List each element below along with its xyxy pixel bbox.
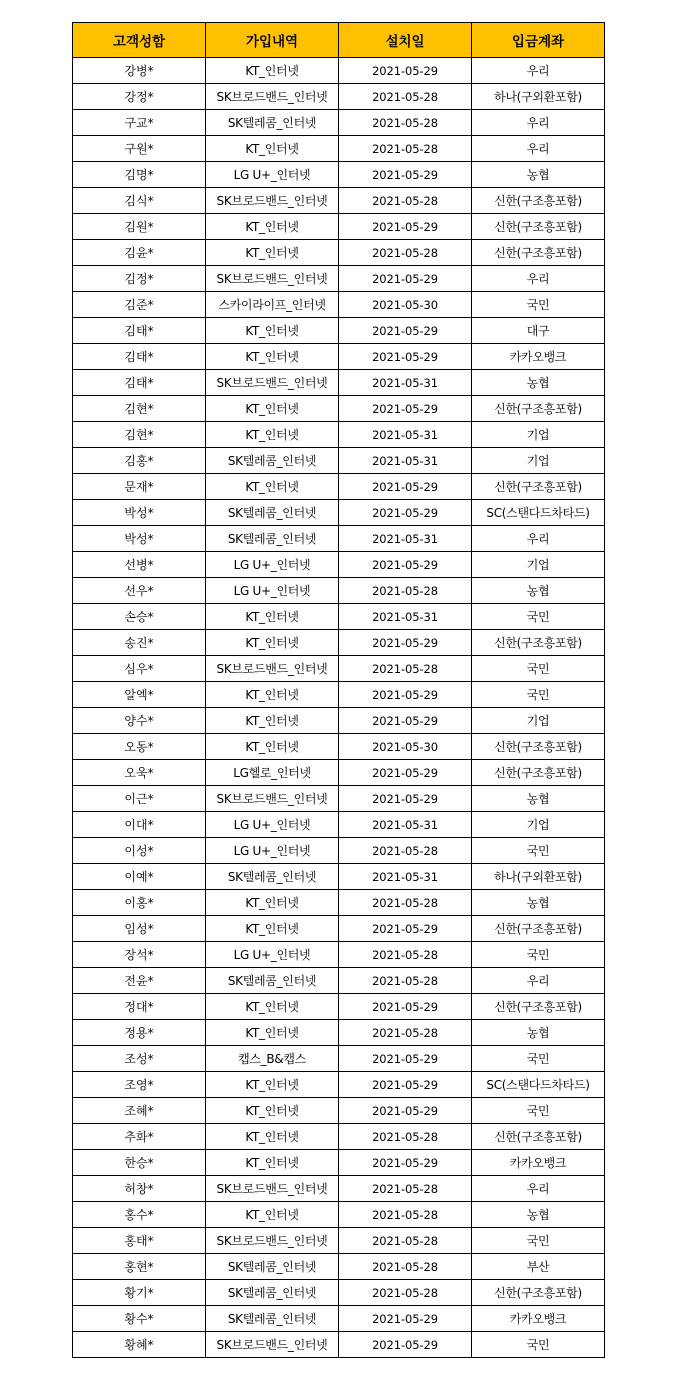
install-date-cell: 2021-05-29 xyxy=(339,1150,472,1176)
customer-name-cell: 이예* xyxy=(73,864,206,890)
deposit-bank-cell: 우리 xyxy=(472,58,605,84)
table-row xyxy=(73,578,605,604)
install-date-cell: 2021-05-29 xyxy=(339,708,472,734)
install-date-cell: 2021-05-28 xyxy=(339,838,472,864)
service-cell: SK텔레콤_인터넷 xyxy=(206,448,339,474)
table-header xyxy=(73,23,605,58)
service-cell: KT_인터넷 xyxy=(206,1202,339,1228)
service-cell: LG U+_인터넷 xyxy=(206,578,339,604)
deposit-bank-cell: 신한(구조흥포함) xyxy=(472,760,605,786)
customer-name-cell: 김정* xyxy=(73,266,206,292)
install-date-cell: 2021-05-29 xyxy=(339,1332,472,1358)
service-cell: LG U+_인터넷 xyxy=(206,812,339,838)
install-date-cell: 2021-05-29 xyxy=(339,786,472,812)
customer-name-cell: 김홍* xyxy=(73,448,206,474)
customer-name-cell: 홍태* xyxy=(73,1228,206,1254)
install-date-cell: 2021-05-31 xyxy=(339,448,472,474)
deposit-bank-cell: 우리 xyxy=(472,266,605,292)
table-row xyxy=(73,1020,605,1046)
customer-name-cell: 조성* xyxy=(73,1046,206,1072)
table-row xyxy=(73,916,605,942)
service-cell: KT_인터넷 xyxy=(206,682,339,708)
deposit-bank-cell: 하나(구외환포함) xyxy=(472,864,605,890)
service-cell: LG U+_인터넷 xyxy=(206,162,339,188)
table-row xyxy=(73,786,605,812)
install-date-cell: 2021-05-31 xyxy=(339,864,472,890)
service-cell: KT_인터넷 xyxy=(206,318,339,344)
deposit-bank-cell: 신한(구조흥포함) xyxy=(472,240,605,266)
customer-name-cell: 박성* xyxy=(73,500,206,526)
deposit-bank-cell: 신한(구조흥포함) xyxy=(472,734,605,760)
install-date-cell: 2021-05-29 xyxy=(339,1098,472,1124)
table-row xyxy=(73,552,605,578)
table-row xyxy=(73,1098,605,1124)
table-row xyxy=(73,812,605,838)
customer-name-cell: 홍현* xyxy=(73,1254,206,1280)
customer-name-cell: 오욱* xyxy=(73,760,206,786)
deposit-bank-cell: 신한(구조흥포함) xyxy=(472,396,605,422)
install-date-cell: 2021-05-28 xyxy=(339,136,472,162)
service-cell: SK브로드밴드_인터넷 xyxy=(206,370,339,396)
deposit-bank-cell: 국민 xyxy=(472,292,605,318)
deposit-bank-cell: 국민 xyxy=(472,1098,605,1124)
service-cell: KT_인터넷 xyxy=(206,214,339,240)
customer-name-cell: 심우* xyxy=(73,656,206,682)
table-row xyxy=(73,162,605,188)
deposit-bank-cell: 우리 xyxy=(472,968,605,994)
service-cell: SK브로드밴드_인터넷 xyxy=(206,188,339,214)
customer-name-cell: 황혜* xyxy=(73,1332,206,1358)
table-body xyxy=(73,58,605,1358)
table-row xyxy=(73,1072,605,1098)
customer-name-cell: 알엑* xyxy=(73,682,206,708)
table-row xyxy=(73,292,605,318)
customer-name-cell: 정용* xyxy=(73,1020,206,1046)
service-cell: SK브로드밴드_인터넷 xyxy=(206,84,339,110)
table-row xyxy=(73,188,605,214)
customer-name-cell: 추화* xyxy=(73,1124,206,1150)
service-cell: 캡스_B&캡스 xyxy=(206,1046,339,1072)
deposit-bank-cell: 우리 xyxy=(472,136,605,162)
table-row xyxy=(73,1046,605,1072)
install-date-cell: 2021-05-29 xyxy=(339,682,472,708)
customer-name-cell: 이대* xyxy=(73,812,206,838)
deposit-bank-cell: 국민 xyxy=(472,838,605,864)
install-date-cell: 2021-05-30 xyxy=(339,734,472,760)
install-date-cell: 2021-05-29 xyxy=(339,500,472,526)
service-cell: SK텔레콤_인터넷 xyxy=(206,1280,339,1306)
service-cell: KT_인터넷 xyxy=(206,604,339,630)
table-row xyxy=(73,1332,605,1358)
customer-name-cell: 선우* xyxy=(73,578,206,604)
service-cell: SK브로드밴드_인터넷 xyxy=(206,786,339,812)
table-row xyxy=(73,344,605,370)
customer-name-cell: 강병* xyxy=(73,58,206,84)
install-date-cell: 2021-05-29 xyxy=(339,344,472,370)
deposit-bank-cell: 신한(구조흥포함) xyxy=(472,916,605,942)
service-cell: KT_인터넷 xyxy=(206,1150,339,1176)
service-cell: LG U+_인터넷 xyxy=(206,942,339,968)
customer-name-cell: 박성* xyxy=(73,526,206,552)
service-cell: KT_인터넷 xyxy=(206,734,339,760)
install-date-cell: 2021-05-30 xyxy=(339,292,472,318)
install-date-cell: 2021-05-29 xyxy=(339,266,472,292)
table-row xyxy=(73,214,605,240)
customer-name-cell: 장석* xyxy=(73,942,206,968)
service-cell: SK브로드밴드_인터넷 xyxy=(206,1228,339,1254)
service-cell: KT_인터넷 xyxy=(206,916,339,942)
service-cell: SK브로드밴드_인터넷 xyxy=(206,1332,339,1358)
install-date-cell: 2021-05-29 xyxy=(339,1072,472,1098)
install-date-cell: 2021-05-28 xyxy=(339,1176,472,1202)
deposit-bank-cell: 우리 xyxy=(472,526,605,552)
table-row xyxy=(73,864,605,890)
table-row xyxy=(73,604,605,630)
table-row xyxy=(73,1280,605,1306)
customer-name-cell: 김명* xyxy=(73,162,206,188)
install-date-cell: 2021-05-28 xyxy=(339,1228,472,1254)
service-cell: SK텔레콤_인터넷 xyxy=(206,1254,339,1280)
install-date-cell: 2021-05-31 xyxy=(339,812,472,838)
table-row xyxy=(73,994,605,1020)
deposit-bank-cell: 신한(구조흥포함) xyxy=(472,1124,605,1150)
service-cell: SK텔레콤_인터넷 xyxy=(206,500,339,526)
customer-name-cell: 김식* xyxy=(73,188,206,214)
service-cell: KT_인터넷 xyxy=(206,890,339,916)
service-cell: KT_인터넷 xyxy=(206,136,339,162)
customer-name-cell: 김원* xyxy=(73,214,206,240)
install-date-cell: 2021-05-31 xyxy=(339,370,472,396)
customer-name-cell: 문재* xyxy=(73,474,206,500)
table-row xyxy=(73,318,605,344)
install-date-cell: 2021-05-28 xyxy=(339,1020,472,1046)
table-row xyxy=(73,526,605,552)
install-date-cell: 2021-05-28 xyxy=(339,942,472,968)
deposit-bank-cell: 농협 xyxy=(472,370,605,396)
deposit-bank-cell: 국민 xyxy=(472,1332,605,1358)
table-row xyxy=(73,630,605,656)
install-date-cell: 2021-05-28 xyxy=(339,1254,472,1280)
deposit-bank-cell: 부산 xyxy=(472,1254,605,1280)
customer-name-cell: 양수* xyxy=(73,708,206,734)
table-row xyxy=(73,266,605,292)
install-date-cell: 2021-05-29 xyxy=(339,630,472,656)
customer-name-cell: 구원* xyxy=(73,136,206,162)
deposit-bank-cell: 국민 xyxy=(472,656,605,682)
service-cell: KT_인터넷 xyxy=(206,474,339,500)
service-cell: SK텔레콤_인터넷 xyxy=(206,864,339,890)
table-row xyxy=(73,84,605,110)
deposit-bank-cell: 신한(구조흥포함) xyxy=(472,630,605,656)
table-row xyxy=(73,942,605,968)
install-date-cell: 2021-05-28 xyxy=(339,1124,472,1150)
deposit-bank-cell: SC(스탠다드차타드) xyxy=(472,1072,605,1098)
install-date-cell: 2021-05-28 xyxy=(339,110,472,136)
install-date-cell: 2021-05-29 xyxy=(339,474,472,500)
install-date-cell: 2021-05-28 xyxy=(339,968,472,994)
customer-name-cell: 홍수* xyxy=(73,1202,206,1228)
service-cell: KT_인터넷 xyxy=(206,994,339,1020)
install-date-cell: 2021-05-28 xyxy=(339,890,472,916)
table-row xyxy=(73,422,605,448)
table-row xyxy=(73,734,605,760)
table-row xyxy=(73,682,605,708)
deposit-bank-cell: 카카오뱅크 xyxy=(472,1306,605,1332)
customer-name-cell: 손승* xyxy=(73,604,206,630)
install-date-cell: 2021-05-28 xyxy=(339,240,472,266)
table-row xyxy=(73,1254,605,1280)
install-date-cell: 2021-05-29 xyxy=(339,318,472,344)
table-row xyxy=(73,110,605,136)
deposit-bank-cell: 기업 xyxy=(472,552,605,578)
deposit-bank-cell: 카카오뱅크 xyxy=(472,1150,605,1176)
deposit-bank-cell: 기업 xyxy=(472,708,605,734)
service-cell: KT_인터넷 xyxy=(206,708,339,734)
deposit-bank-cell: 우리 xyxy=(472,110,605,136)
deposit-bank-cell: 하나(구외환포함) xyxy=(472,84,605,110)
service-cell: KT_인터넷 xyxy=(206,396,339,422)
table-row xyxy=(73,708,605,734)
header-service: 가입내역 xyxy=(206,23,339,58)
install-date-cell: 2021-05-29 xyxy=(339,916,472,942)
service-cell: LG U+_인터넷 xyxy=(206,552,339,578)
install-date-cell: 2021-05-29 xyxy=(339,552,472,578)
header-customer-name: 고객성함 xyxy=(73,23,206,58)
deposit-bank-cell: 대구 xyxy=(472,318,605,344)
install-date-cell: 2021-05-28 xyxy=(339,188,472,214)
table-row xyxy=(73,760,605,786)
customer-name-cell: 한승* xyxy=(73,1150,206,1176)
service-cell: LG U+_인터넷 xyxy=(206,838,339,864)
deposit-bank-cell: 농협 xyxy=(472,1020,605,1046)
deposit-bank-cell: 국민 xyxy=(472,1046,605,1072)
table-row xyxy=(73,1228,605,1254)
service-cell: SK브로드밴드_인터넷 xyxy=(206,656,339,682)
table-row xyxy=(73,396,605,422)
customer-name-cell: 전윤* xyxy=(73,968,206,994)
table-row xyxy=(73,448,605,474)
deposit-bank-cell: 국민 xyxy=(472,1228,605,1254)
customer-name-cell: 김태* xyxy=(73,370,206,396)
deposit-bank-cell: 국민 xyxy=(472,604,605,630)
customer-name-cell: 정대* xyxy=(73,994,206,1020)
install-date-cell: 2021-05-31 xyxy=(339,604,472,630)
install-date-cell: 2021-05-31 xyxy=(339,526,472,552)
install-date-cell: 2021-05-31 xyxy=(339,422,472,448)
install-date-cell: 2021-05-28 xyxy=(339,84,472,110)
install-date-cell: 2021-05-28 xyxy=(339,1202,472,1228)
service-cell: KT_인터넷 xyxy=(206,1124,339,1150)
deposit-bank-cell: 농협 xyxy=(472,890,605,916)
customer-name-cell: 김윤* xyxy=(73,240,206,266)
customer-name-cell: 구교* xyxy=(73,110,206,136)
service-cell: KT_인터넷 xyxy=(206,344,339,370)
deposit-bank-cell: 신한(구조흥포함) xyxy=(472,214,605,240)
table-row xyxy=(73,838,605,864)
install-date-cell: 2021-05-29 xyxy=(339,162,472,188)
table-row xyxy=(73,1306,605,1332)
table-row xyxy=(73,1150,605,1176)
installation-table-sheet xyxy=(72,22,604,1358)
service-cell: SK텔레콤_인터넷 xyxy=(206,526,339,552)
table-row xyxy=(73,656,605,682)
service-cell: SK텔레콤_인터넷 xyxy=(206,968,339,994)
customer-name-cell: 허창* xyxy=(73,1176,206,1202)
service-cell: KT_인터넷 xyxy=(206,58,339,84)
table-row xyxy=(73,136,605,162)
install-date-cell: 2021-05-28 xyxy=(339,1280,472,1306)
service-cell: LG헬로_인터넷 xyxy=(206,760,339,786)
service-cell: KT_인터넷 xyxy=(206,240,339,266)
table-row xyxy=(73,1124,605,1150)
service-cell: SK텔레콤_인터넷 xyxy=(206,110,339,136)
table-row xyxy=(73,58,605,84)
customer-name-cell: 송진* xyxy=(73,630,206,656)
service-cell: SK텔레콤_인터넷 xyxy=(206,1306,339,1332)
service-cell: SK브로드밴드_인터넷 xyxy=(206,266,339,292)
deposit-bank-cell: 신한(구조흥포함) xyxy=(472,188,605,214)
table-row xyxy=(73,474,605,500)
table-row xyxy=(73,1202,605,1228)
table-row xyxy=(73,370,605,396)
header-row xyxy=(73,23,605,58)
customer-name-cell: 김준* xyxy=(73,292,206,318)
install-date-cell: 2021-05-28 xyxy=(339,578,472,604)
customer-name-cell: 조영* xyxy=(73,1072,206,1098)
customer-name-cell: 김태* xyxy=(73,318,206,344)
deposit-bank-cell: 기업 xyxy=(472,812,605,838)
customer-name-cell: 김현* xyxy=(73,396,206,422)
table-row xyxy=(73,890,605,916)
service-cell: 스카이라이프_인터넷 xyxy=(206,292,339,318)
deposit-bank-cell: 신한(구조흥포함) xyxy=(472,1280,605,1306)
deposit-bank-cell: 농협 xyxy=(472,786,605,812)
deposit-bank-cell: 기업 xyxy=(472,422,605,448)
table-row xyxy=(73,240,605,266)
table-row xyxy=(73,1176,605,1202)
deposit-bank-cell: 우리 xyxy=(472,1176,605,1202)
deposit-bank-cell: 농협 xyxy=(472,162,605,188)
deposit-bank-cell: 농협 xyxy=(472,1202,605,1228)
customer-name-cell: 이성* xyxy=(73,838,206,864)
install-date-cell: 2021-05-29 xyxy=(339,994,472,1020)
install-date-cell: 2021-05-29 xyxy=(339,396,472,422)
table-row xyxy=(73,968,605,994)
table-row xyxy=(73,500,605,526)
install-date-cell: 2021-05-29 xyxy=(339,1306,472,1332)
customer-name-cell: 이홍* xyxy=(73,890,206,916)
deposit-bank-cell: 신한(구조흥포함) xyxy=(472,474,605,500)
header-deposit-bank: 입금계좌 xyxy=(472,23,605,58)
service-cell: KT_인터넷 xyxy=(206,1098,339,1124)
customer-name-cell: 오동* xyxy=(73,734,206,760)
customer-name-cell: 황기* xyxy=(73,1280,206,1306)
install-date-cell: 2021-05-29 xyxy=(339,58,472,84)
customer-name-cell: 강정* xyxy=(73,84,206,110)
service-cell: KT_인터넷 xyxy=(206,1020,339,1046)
install-date-cell: 2021-05-29 xyxy=(339,760,472,786)
deposit-bank-cell: 국민 xyxy=(472,682,605,708)
service-cell: KT_인터넷 xyxy=(206,422,339,448)
customer-name-cell: 김태* xyxy=(73,344,206,370)
install-date-cell: 2021-05-29 xyxy=(339,1046,472,1072)
deposit-bank-cell: 기업 xyxy=(472,448,605,474)
service-cell: KT_인터넷 xyxy=(206,1072,339,1098)
service-cell: KT_인터넷 xyxy=(206,630,339,656)
customer-name-cell: 김현* xyxy=(73,422,206,448)
customer-name-cell: 선병* xyxy=(73,552,206,578)
customer-name-cell: 임성* xyxy=(73,916,206,942)
install-date-cell: 2021-05-28 xyxy=(339,656,472,682)
deposit-bank-cell: SC(스탠다드차타드) xyxy=(472,500,605,526)
installation-table xyxy=(72,22,605,1358)
customer-name-cell: 조혜* xyxy=(73,1098,206,1124)
customer-name-cell: 이근* xyxy=(73,786,206,812)
header-install-date: 설치일 xyxy=(339,23,472,58)
deposit-bank-cell: 신한(구조흥포함) xyxy=(472,994,605,1020)
deposit-bank-cell: 농협 xyxy=(472,578,605,604)
deposit-bank-cell: 카카오뱅크 xyxy=(472,344,605,370)
install-date-cell: 2021-05-29 xyxy=(339,214,472,240)
service-cell: SK브로드밴드_인터넷 xyxy=(206,1176,339,1202)
customer-name-cell: 황수* xyxy=(73,1306,206,1332)
deposit-bank-cell: 국민 xyxy=(472,942,605,968)
